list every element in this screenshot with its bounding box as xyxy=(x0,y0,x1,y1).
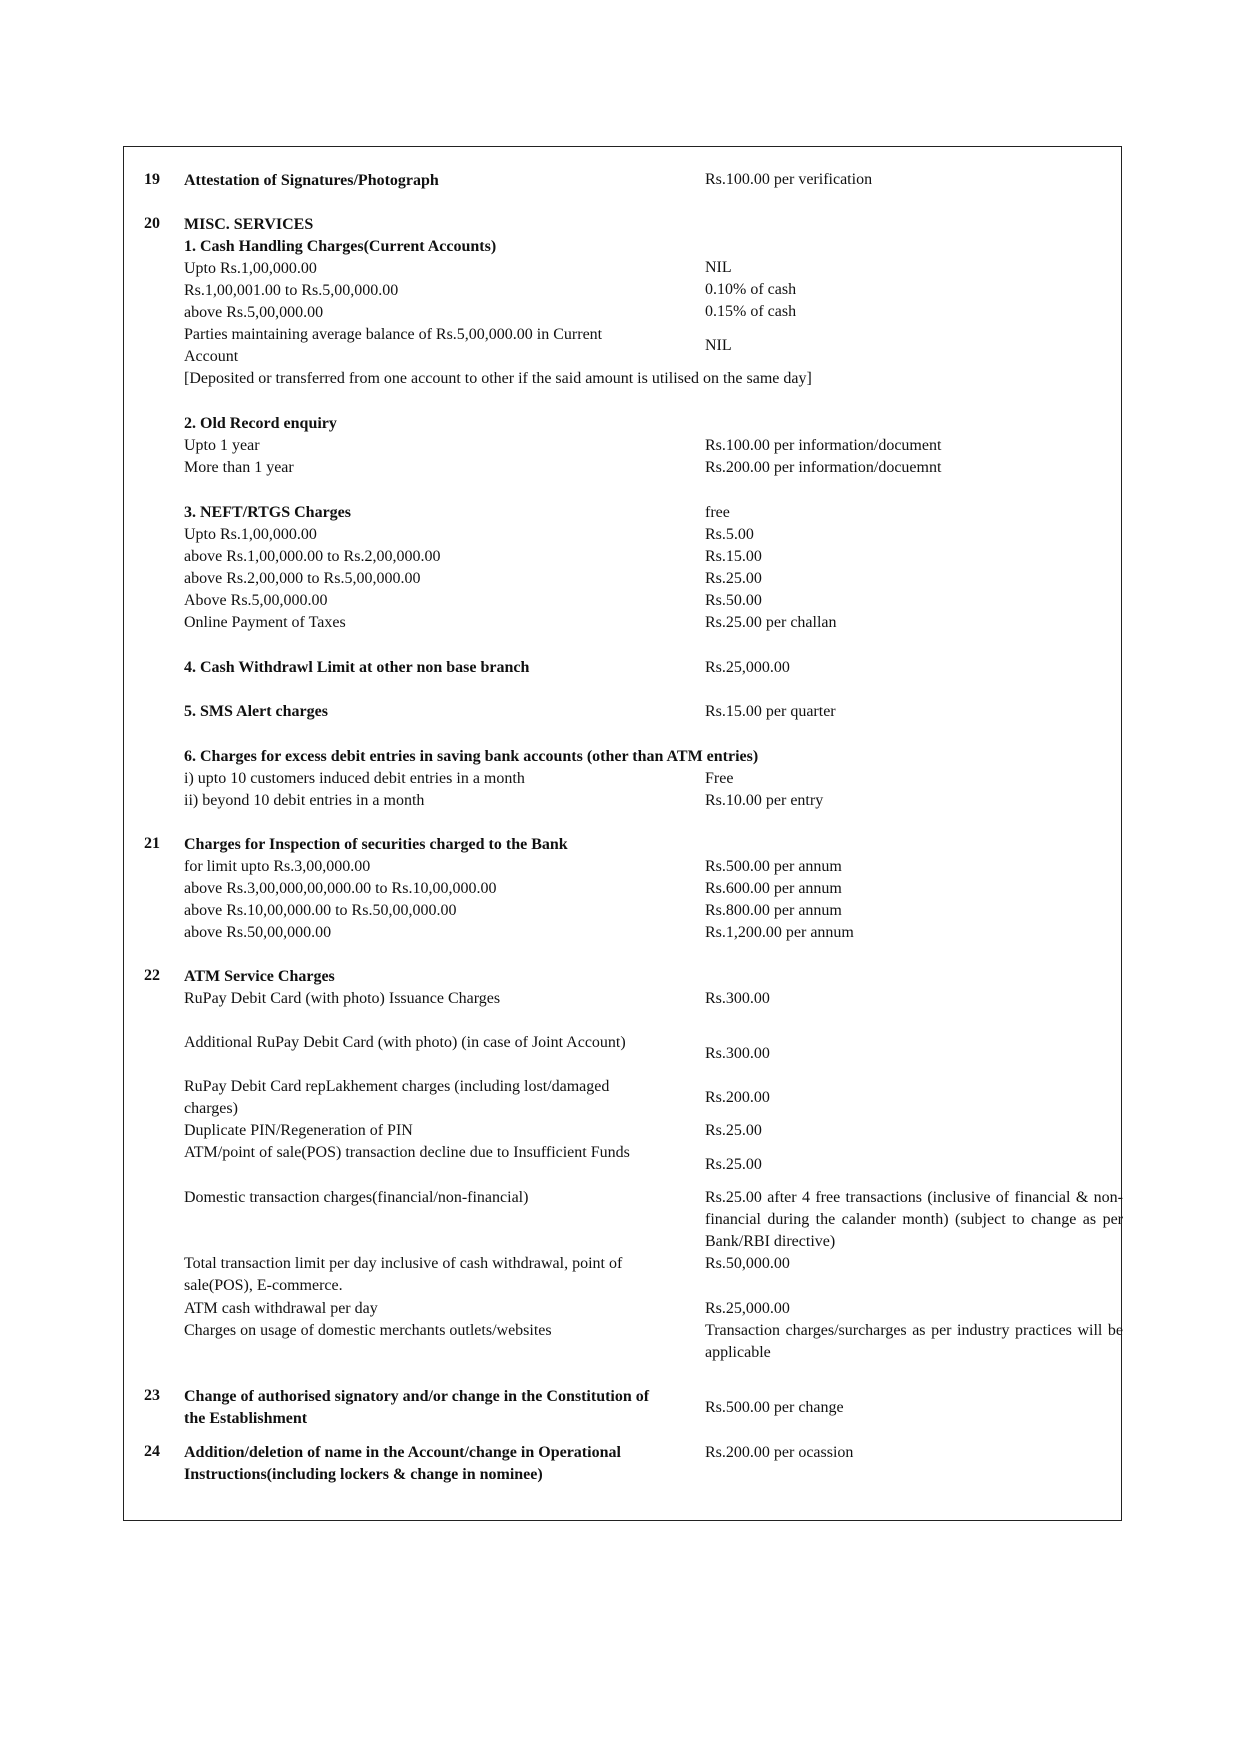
item-value: free xyxy=(705,504,730,521)
item-number: 22 xyxy=(144,967,160,984)
item-value: Rs.25.00 xyxy=(705,1122,762,1139)
section-heading: ATM Service Charges xyxy=(184,968,335,985)
item-description: Total transaction limit per day inclusive of cash withdrawal, point of sale(POS), E-commerce. xyxy=(184,1255,623,1294)
section-heading: MISC. SERVICES xyxy=(184,216,314,233)
item-value: Rs.500.00 per change xyxy=(705,1399,844,1416)
item-value: Rs.50.00 xyxy=(705,592,762,609)
item-description: RuPay Debit Card (with photo) Issuance Charges xyxy=(184,990,501,1007)
item-description: Upto 1 year xyxy=(184,437,260,454)
item-value: Rs.300.00 xyxy=(705,990,770,1007)
item-description: Online Payment of Taxes xyxy=(184,614,346,631)
item-value: Rs.1,200.00 per annum xyxy=(705,924,854,941)
item-value: Rs.500.00 per annum xyxy=(705,858,842,875)
item-description: Duplicate PIN/Regeneration of PIN xyxy=(184,1122,413,1139)
item-value: Rs.50,000.00 xyxy=(705,1255,790,1272)
item-description: Rs.1,00,001.00 to Rs.5,00,000.00 xyxy=(184,282,399,299)
item-value: Rs.25.00 xyxy=(705,570,762,587)
item-value: Rs.300.00 xyxy=(705,1045,770,1062)
item-number: 24 xyxy=(144,1443,160,1460)
item-description: above Rs.2,00,000 to Rs.5,00,000.00 xyxy=(184,570,421,587)
item-value: Rs.25,000.00 xyxy=(705,1300,790,1317)
item-number: 23 xyxy=(144,1387,160,1404)
item-value: Rs.25.00 per challan xyxy=(705,614,837,631)
item-value: Rs.15.00 xyxy=(705,548,762,565)
item-value: Rs.200.00 xyxy=(705,1089,770,1106)
item-description: Upto Rs.1,00,000.00 xyxy=(184,260,317,277)
item-description: above Rs.1,00,000.00 to Rs.2,00,000.00 xyxy=(184,548,441,565)
subsection-heading: 6. Charges for excess debit entries in saving bank accounts (other than ATM entries) xyxy=(184,748,759,765)
item-description: Charges on usage of domestic merchants outlets/websites xyxy=(184,1322,552,1339)
item-description: Attestation of Signatures/Photograph xyxy=(184,172,439,189)
item-description: above Rs.5,00,000.00 xyxy=(184,304,324,321)
item-description: More than 1 year xyxy=(184,459,294,476)
item-description: Parties maintaining average balance of Rs.5,00,000.00 in Current Account xyxy=(184,326,603,365)
item-number: 20 xyxy=(144,215,160,232)
item-description: Additional RuPay Debit Card (with photo) (in case of Joint Account) xyxy=(184,1034,626,1051)
item-description: Above Rs.5,00,000.00 xyxy=(184,592,328,609)
item-value: Transaction charges/surcharges as per industry practices will be applicable xyxy=(705,1322,1123,1361)
note: [Deposited or transferred from one account to other if the said amount is utilised on the same day] xyxy=(184,370,812,387)
item-description: ATM cash withdrawal per day xyxy=(184,1300,378,1317)
item-value: Rs.600.00 per annum xyxy=(705,880,842,897)
item-description: Upto Rs.1,00,000.00 xyxy=(184,526,317,543)
item-value: NIL xyxy=(705,259,732,276)
item-description: Change of authorised signatory and/or change in the Constitution of the Establishment xyxy=(184,1388,650,1427)
subsection-heading: 5. SMS Alert charges xyxy=(184,703,328,720)
item-value: Rs.25.00 after 4 free transactions (inclusive of financial & non-financial during the calander month) (subject to change as per Bank/RBI directive) xyxy=(705,1189,1123,1250)
item-value: Rs.25.00 xyxy=(705,1156,762,1173)
item-description: Addition/deletion of name in the Account/change in Operational Instructions(including lockers & change in nominee) xyxy=(184,1444,621,1483)
item-value: NIL xyxy=(705,337,732,354)
item-value: Rs.100.00 per verification xyxy=(705,171,873,188)
item-value: 0.15% of cash xyxy=(705,303,797,320)
item-description: ATM/point of sale(POS) transaction decline due to Insufficient Funds xyxy=(184,1144,630,1161)
item-description: ii) beyond 10 debit entries in a month xyxy=(184,792,425,809)
subsection-heading: 2. Old Record enquiry xyxy=(184,415,337,432)
item-number: 21 xyxy=(144,835,160,852)
item-description: Domestic transaction charges(financial/non-financial) xyxy=(184,1189,529,1206)
item-value: Rs.25,000.00 xyxy=(705,659,790,676)
item-description: above Rs.3,00,000,00,000.00 to Rs.10,00,000.00 xyxy=(184,880,497,897)
item-description: above Rs.50,00,000.00 xyxy=(184,924,332,941)
item-number: 19 xyxy=(144,171,160,188)
section-heading: Charges for Inspection of securities charged to the Bank xyxy=(184,836,568,853)
subsection-heading: 4. Cash Withdrawl Limit at other non base branch xyxy=(184,659,530,676)
item-value: Rs.5.00 xyxy=(705,526,754,543)
item-value: 0.10% of cash xyxy=(705,281,797,298)
subsection-heading: 3. NEFT/RTGS Charges xyxy=(184,504,352,521)
item-value: Rs.200.00 per information/docuemnt xyxy=(705,459,942,476)
item-description: i) upto 10 customers induced debit entries in a month xyxy=(184,770,525,787)
item-value: Rs.100.00 per information/document xyxy=(705,437,942,454)
item-description: RuPay Debit Card repLakhement charges (including lost/damaged charges) xyxy=(184,1078,610,1117)
item-value: Rs.800.00 per annum xyxy=(705,902,842,919)
item-value: Rs.10.00 per entry xyxy=(705,792,824,809)
item-value: Rs.200.00 per ocassion xyxy=(705,1444,854,1461)
item-description: above Rs.10,00,000.00 to Rs.50,00,000.00 xyxy=(184,902,457,919)
item-value: Rs.15.00 per quarter xyxy=(705,703,836,720)
item-value: Free xyxy=(705,770,734,787)
subsection-heading: 1. Cash Handling Charges(Current Accounts) xyxy=(184,238,497,255)
item-description: for limit upto Rs.3,00,000.00 xyxy=(184,858,371,875)
